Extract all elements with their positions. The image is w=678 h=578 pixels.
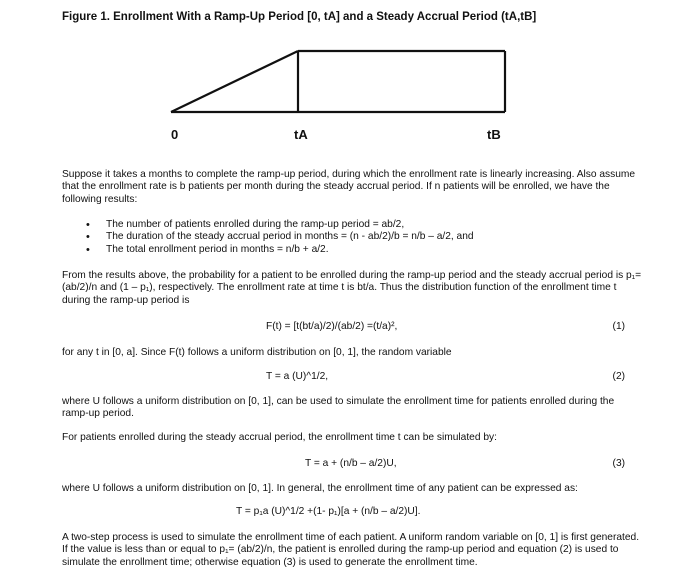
paragraph-6: where U follows a uniform distribution on [0, 1]. In general, the enrollment time of any patient can be expressed as: xyxy=(62,483,578,494)
results-list xyxy=(62,219,642,256)
equation-1-number: (1) xyxy=(612,321,625,332)
enrollment-diagram xyxy=(0,0,678,150)
equation-4: T = p₁a (U)^1/2 +(1- p₁)[a + (n/b – a/2)U]. xyxy=(236,506,421,517)
figure-title: Figure 1. Enrollment With a Ramp-Up Period [0, tA] and a Steady Accrual Period (tA,tB] xyxy=(62,11,537,23)
equation-3: T = a + (n/b – a/2)U, xyxy=(305,458,397,469)
origin-label: 0 xyxy=(171,127,179,142)
paragraph-5: For patients enrolled during the steady accrual period, the enrollment time t can be simulated by: xyxy=(62,432,497,443)
paragraph-4: where U follows a uniform distribution on [0, 1], can be used to simulate the enrollment time for patients enrolled during the ramp-up period. xyxy=(62,396,615,420)
paragraph-3: for any t in [0, a]. Since F(t) follows a uniform distribution on [0, 1], the random variable xyxy=(62,347,452,358)
paragraph-2: From the results above, the probability for a patient to be enrolled during the ramp-up period and the steady accrual period is p₁= (ab/2)/n and (1 – p₁), respectively. The enrollment rate at time t is bt/a. Thus the distribution function of the enrollment time t during the ramp-up period is xyxy=(62,270,642,306)
list-item: • The duration of the steady accrual period in months = (n - ab/2)/b = n/b – a/2, and xyxy=(62,231,642,243)
ramp-up-line xyxy=(171,51,298,112)
list-item: • The total enrollment period in months = n/b + a/2. xyxy=(62,244,642,256)
equation-2-number: (2) xyxy=(612,371,625,382)
paragraph-7: A two-step process is used to simulate the enrollment time of each patient. A uniform random variable on [0, 1] is first generated. If the value is less than or equal to p₁= (ab/2)/n, the patient is enrolled during the ramp-up period and equation (2) is used to simulate the enrollment time; otherwise equation (3) is used to generate the enrollment time. xyxy=(62,532,640,568)
tb-label: tB xyxy=(487,127,501,142)
ta-label: tA xyxy=(294,127,308,142)
equation-1: F(t) = [t(bt/a)/2)/(ab/2) =(t/a)², xyxy=(266,321,398,332)
list-item: • The number of patients enrolled during the ramp-up period = ab/2, xyxy=(62,219,642,231)
equation-2: T = a (U)^1/2, xyxy=(266,371,329,382)
equation-3-number: (3) xyxy=(612,458,625,469)
paragraph-1: Suppose it takes a months to complete the ramp-up period, during which the enrollment rate is linearly increasing. Also assume that the enrollment rate is b patients per month during the steady accrual period. If n patients will be enrolled, we have the following results: xyxy=(62,169,636,205)
